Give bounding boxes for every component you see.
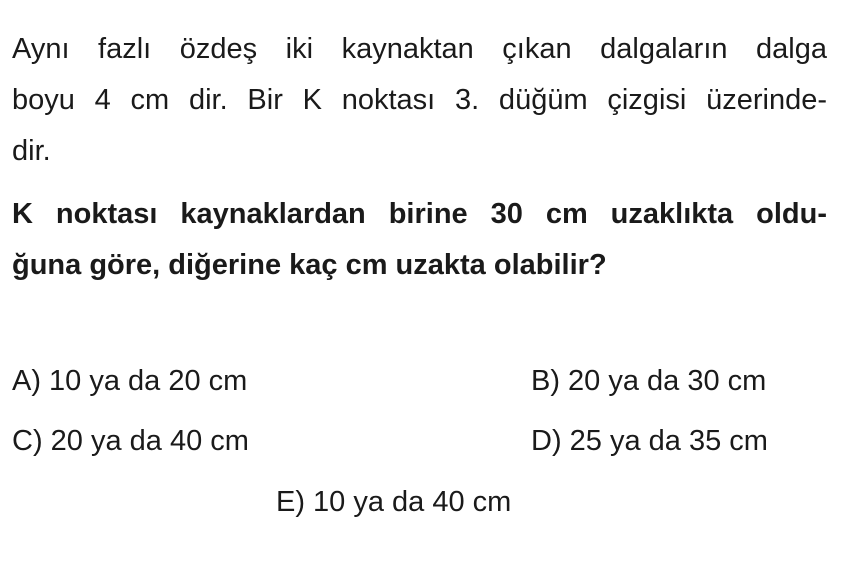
question-body — [12, 24, 827, 291]
stem-line: boyu 4 cm dir. Bir K noktası 3. düğüm çizgisi üzerinde- — [12, 84, 827, 116]
option-e[interactable]: E) 10 ya da 40 cm — [276, 486, 512, 518]
option-b[interactable]: B) 20 ya da 30 cm — [531, 365, 767, 397]
question-line: K noktası kaynaklardan birine 30 cm uzaklıkta oldu- — [12, 198, 827, 230]
option-d[interactable]: D) 25 ya da 35 cm — [531, 425, 768, 457]
spacer — [12, 177, 827, 189]
stem-line: dir. — [12, 135, 51, 167]
option-c[interactable]: C) 20 ya da 40 cm — [12, 425, 249, 457]
stem-line: Aynı fazlı özdeş iki kaynaktan çıkan dalgaların dalga — [12, 33, 827, 65]
option-a[interactable]: A) 10 ya da 20 cm — [12, 365, 248, 397]
question-line: ğuna göre, diğerine kaç cm uzakta olabilir? — [12, 249, 607, 281]
